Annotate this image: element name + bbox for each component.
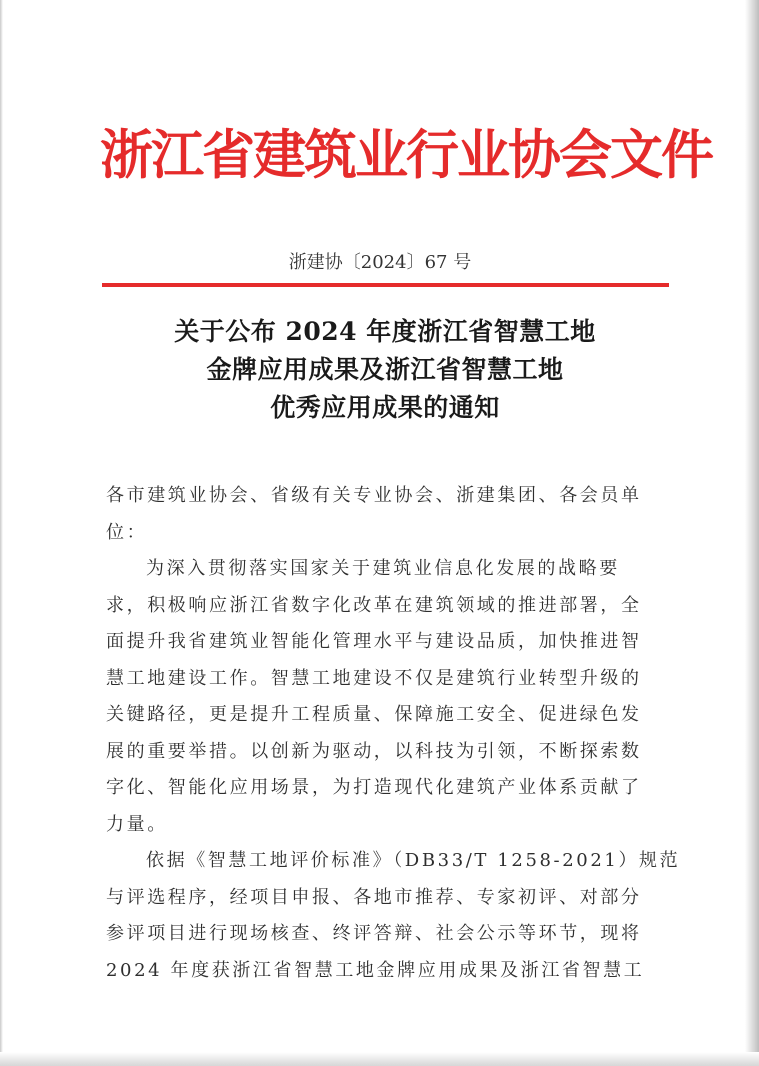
paragraph-line: 依据《智慧工地评价标准》（DB33/T 1258-2021）规范 <box>146 850 681 871</box>
paragraph-line: 与评选程序，经项目申报、各地市推荐、专家初评、对部分 <box>106 886 642 908</box>
salutation-line: 位： <box>106 521 148 543</box>
salutation-line: 各市建筑业协会、省级有关专业协会、浙建集团、各会员单 <box>106 485 642 506</box>
paragraph-line: 求，积极响应浙江省数字化改革在建筑领域的推进部署，全 <box>106 594 642 616</box>
paragraph-line: 参评项目进行现场核查、终评答辩、社会公示等环节，现将 <box>106 923 642 944</box>
paragraph-line: 力量。 <box>106 813 168 835</box>
red-divider-line <box>102 283 669 287</box>
page-edge-left <box>0 0 3 1066</box>
document-body <box>106 478 681 989</box>
paragraph-line: 字化、智能化应用场景，为打造现代化建筑产业体系贡献了 <box>106 777 642 798</box>
paragraph-line: 为深入贯彻落实国家关于建筑业信息化发展的战略要 <box>146 558 620 579</box>
paragraph-line: 展的重要举措。以创新为驱动，以科技为引领，不断探索数 <box>106 740 642 762</box>
notice-title-line: 金牌应用成果及浙江省智慧工地 <box>206 355 564 384</box>
document-header-title: 浙江省建筑业行业协会文件 <box>100 124 712 186</box>
paragraph-line: 关键路径，更是提升工程质量、保障施工安全、促进绿色发 <box>106 704 642 725</box>
paragraph-line: 慧工地建设工作。智慧工地建设不仅是建筑行业转型升级的 <box>106 667 642 689</box>
page-edge-bottom <box>0 1052 759 1066</box>
paragraph-line: 2024 年度获浙江省智慧工地金牌应用成果及浙江省智慧工 <box>106 959 645 981</box>
notice-title-line: 关于公布 2024 年度浙江省智慧工地 <box>174 317 596 346</box>
page-edge-right <box>745 0 759 1066</box>
notice-title-line: 优秀应用成果的通知 <box>270 393 500 422</box>
document-number: 浙建协〔2024〕67 号 <box>288 252 472 273</box>
paragraph-line: 面提升我省建筑业智能化管理水平与建设品质，加快推进智 <box>106 631 642 652</box>
notice-title <box>100 313 670 427</box>
